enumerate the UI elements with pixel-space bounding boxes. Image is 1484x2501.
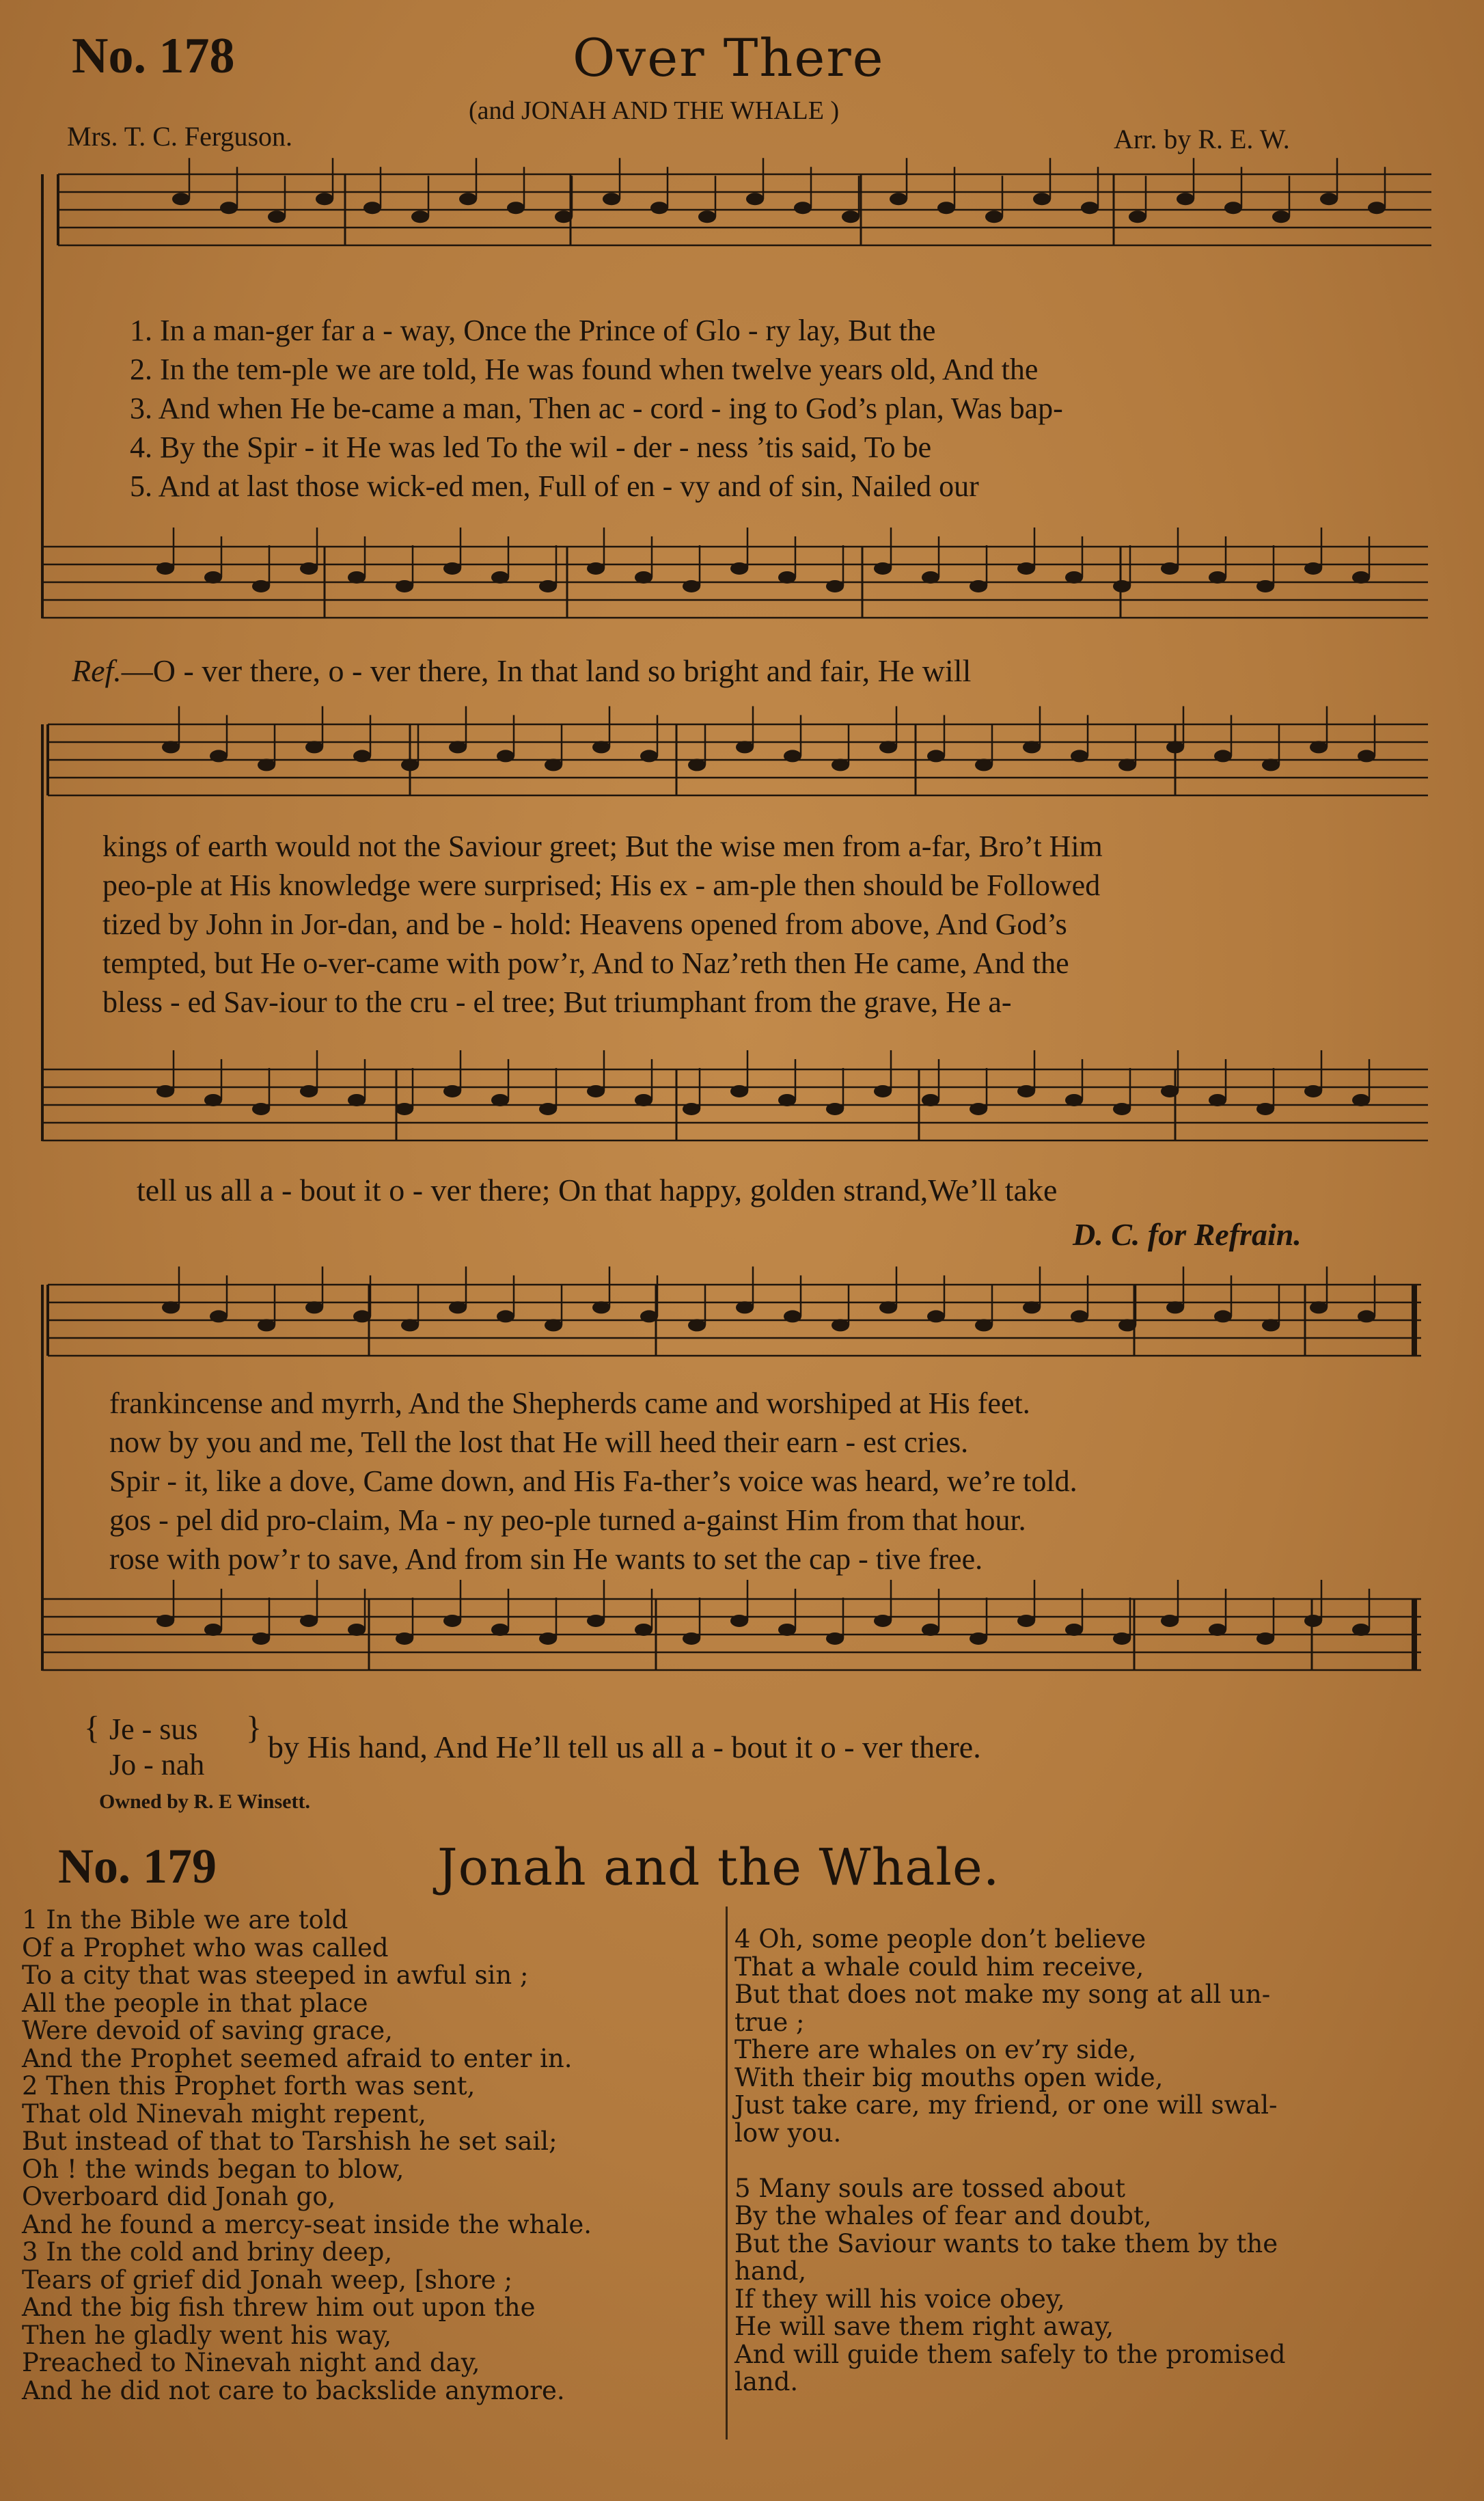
- note-head: [688, 758, 706, 771]
- note-head: [970, 1632, 987, 1645]
- poem-line: Were devoid of saving grace,: [22, 2016, 393, 2045]
- poem-line: [734, 2147, 1286, 2175]
- lyric-line: peo-ple at His knowledge were surprised; His ex - am-ple then should be Followed: [102, 869, 1101, 902]
- note-head: [305, 1301, 323, 1313]
- hymn-subtitle: (and JONAH AND THE WHALE ): [469, 96, 840, 125]
- note-head: [879, 1301, 897, 1313]
- refrain-text: —O - ver there, o - ver there, In that land so bright and fair, He will: [121, 653, 972, 688]
- note-head: [683, 580, 700, 592]
- poem-line: With their big mouths open wide,: [734, 2062, 1164, 2092]
- note-head: [874, 1085, 892, 1097]
- note-head: [1368, 202, 1386, 214]
- note-head: [1065, 1624, 1083, 1636]
- note-head: [1113, 580, 1131, 592]
- poem-line: And he did not care to backslide anymore.: [22, 2375, 565, 2405]
- poem-line: 1 In the Bible we are told: [22, 1905, 348, 1935]
- note-head: [545, 758, 562, 771]
- note-head: [1113, 1103, 1131, 1115]
- note-head: [491, 1624, 509, 1636]
- note-head: [927, 1310, 945, 1322]
- hymn-title: Over There: [573, 27, 885, 88]
- note-head: [1129, 210, 1146, 223]
- note-head: [778, 1624, 796, 1636]
- note-head: [746, 193, 764, 205]
- note-head: [635, 1624, 652, 1636]
- note-head: [640, 750, 658, 762]
- refrain-final-line: by His hand, And He’ll tell us all a - bout it o - ver there.: [268, 1730, 981, 1764]
- note-head: [826, 1632, 844, 1645]
- poem-line: But instead of that to Tarshish he set sail;: [22, 2127, 558, 2156]
- note-head: [1358, 750, 1375, 762]
- note-head: [778, 571, 796, 584]
- note-head: [1071, 750, 1088, 762]
- note-head: [172, 193, 190, 205]
- lyric-line: 1. In a man-ger far a - way, Once the Prince of Glo - ry lay, But the: [130, 314, 936, 347]
- poem-line: If they will his voice obey,: [734, 2284, 1065, 2314]
- name-jonah: Jo - nah: [109, 1748, 205, 1781]
- note-head: [1358, 1310, 1375, 1322]
- note-head: [305, 741, 323, 753]
- note-head: [975, 758, 993, 771]
- note-head: [210, 1310, 228, 1322]
- refrain-line-2: tell us all a - bout it o - ver there; On that happy, golden strand,We’ll take: [137, 1173, 1058, 1207]
- note-head: [396, 1632, 413, 1645]
- note-head: [1118, 758, 1136, 771]
- note-head: [539, 1632, 557, 1645]
- verses-system-1: [130, 311, 1063, 506]
- note-head: [794, 202, 812, 214]
- note-head: [1023, 1301, 1041, 1313]
- note-head: [348, 1094, 366, 1106]
- lyric-line: tempted, but He o-ver-came with pow’r, And to Naz’reth then He came, And the: [102, 946, 1069, 980]
- note-head: [650, 202, 668, 214]
- note-head: [348, 571, 366, 584]
- poem-line: Tears of grief did Jonah weep, [shore ;: [22, 2265, 513, 2295]
- note-head: [396, 580, 413, 592]
- poem-line: Overboard did Jonah go,: [22, 2182, 336, 2211]
- note-head: [459, 193, 477, 205]
- note-head: [491, 1094, 509, 1106]
- lyric-line: bless - ed Sav-iour to the cru - el tree; But triumphant from the grave, He a-: [102, 985, 1012, 1019]
- note-head: [784, 750, 801, 762]
- note-head: [890, 193, 907, 205]
- poem-line: Then he gladly went his way,: [22, 2320, 392, 2350]
- note-head: [162, 1301, 180, 1313]
- note-head: [736, 1301, 754, 1313]
- note-head: [1065, 1094, 1083, 1106]
- poem-line: All the people in that place: [22, 1988, 368, 2018]
- note-head: [1209, 1624, 1226, 1636]
- note-head: [1081, 202, 1099, 214]
- note-head: [730, 1085, 748, 1097]
- hymn-number-2: No. 179: [58, 1839, 217, 1894]
- note-head: [156, 1085, 174, 1097]
- note-head: [587, 1615, 605, 1627]
- note-head: [258, 1319, 275, 1331]
- lyric-line: gos - pel did pro-claim, Ma - ny peo-ple turned a-gainst Him from that hour.: [109, 1503, 1026, 1537]
- note-head: [688, 1319, 706, 1331]
- note-head: [587, 562, 605, 575]
- lyric-line: kings of earth would not the Saviour greet; But the wise men from a-far, Bro’t Him: [102, 830, 1103, 863]
- note-head: [555, 210, 573, 223]
- poem-line: 5 Many souls are tossed about: [734, 2173, 1126, 2203]
- poem-line: And the Prophet seemed afraid to enter in.: [22, 2043, 573, 2073]
- refrain-line-1: [72, 653, 971, 689]
- note-head: [922, 1094, 939, 1106]
- hymn-number: No. 178: [72, 28, 235, 84]
- note-head: [300, 562, 318, 575]
- note-head: [1352, 571, 1370, 584]
- note-head: [497, 750, 514, 762]
- note-head: [1017, 1085, 1035, 1097]
- note-head: [1256, 1103, 1274, 1115]
- note-head: [640, 1310, 658, 1322]
- poem-line: And the big fish threw him out upon the: [22, 2293, 536, 2322]
- note-head: [683, 1103, 700, 1115]
- note-head: [1166, 741, 1184, 753]
- note-head: [832, 758, 849, 771]
- poem-line: Oh ! the winds began to blow,: [22, 2154, 404, 2184]
- note-head: [1224, 202, 1242, 214]
- note-head: [1304, 1615, 1322, 1627]
- note-head: [396, 1103, 413, 1115]
- note-head: [603, 193, 620, 205]
- poem-line: low you.: [734, 2118, 842, 2148]
- note-head: [252, 580, 270, 592]
- note-head: [736, 741, 754, 753]
- poem-line: 4 Oh, some people don’t believe: [734, 1924, 1146, 1954]
- note-head: [252, 1632, 270, 1645]
- note-head: [204, 571, 222, 584]
- note-head: [592, 1301, 610, 1313]
- note-head: [784, 1310, 801, 1322]
- note-head: [730, 562, 748, 575]
- note-head: [156, 1615, 174, 1627]
- poem-line: And will guide them safely to the promised: [734, 2339, 1286, 2369]
- note-head: [268, 210, 286, 223]
- poem-line: hand,: [734, 2256, 807, 2286]
- poem-line: 3 In the cold and briny deep,: [22, 2237, 393, 2267]
- note-head: [1209, 1094, 1226, 1106]
- note-head: [1352, 1094, 1370, 1106]
- note-head: [252, 1103, 270, 1115]
- note-head: [698, 210, 716, 223]
- poem-line: But that does not make my song at all un-: [734, 1980, 1271, 2009]
- column-divider: [726, 1906, 728, 2440]
- note-head: [1262, 758, 1280, 771]
- poem-line: He will save them right away,: [734, 2312, 1114, 2341]
- lyric-line: 3. And when He be-came a man, Then ac - cord - ing to God’s plan, Was bap-: [130, 392, 1063, 425]
- name-jesus: Je - sus: [109, 1712, 198, 1746]
- note-head: [1272, 210, 1290, 223]
- note-head: [220, 202, 238, 214]
- poem-line: But the Saviour wants to take them by the: [734, 2228, 1278, 2258]
- note-head: [970, 580, 987, 592]
- note-head: [730, 1615, 748, 1627]
- note-head: [539, 580, 557, 592]
- note-head: [1214, 750, 1232, 762]
- note-head: [401, 758, 419, 771]
- poem-line: By the whales of fear and doubt,: [734, 2201, 1152, 2230]
- lyric-line: Spir - it, like a dove, Came down, and His Fa-ther’s voice was heard, we’re told.: [109, 1464, 1077, 1498]
- note-head: [1310, 1301, 1328, 1313]
- note-head: [927, 750, 945, 762]
- note-head: [1214, 1310, 1232, 1322]
- note-head: [832, 1319, 849, 1331]
- poem-line: Preached to Ninevah night and day,: [22, 2348, 480, 2377]
- note-head: [1209, 571, 1226, 584]
- note-head: [683, 1632, 700, 1645]
- note-head: [353, 750, 371, 762]
- note-head: [1304, 1085, 1322, 1097]
- note-head: [1017, 1615, 1035, 1627]
- poem-line: That old Ninevah might repent,: [22, 2099, 426, 2129]
- copyright-owner: Owned by R. E Winsett.: [99, 1790, 310, 1813]
- note-head: [443, 1085, 461, 1097]
- refrain-names: [72, 1710, 262, 1783]
- poem-line: Just take care, my friend, or one will swal-: [734, 2090, 1278, 2120]
- note-head: [1161, 1615, 1179, 1627]
- note-head: [491, 571, 509, 584]
- poem-line: That a whale could him receive,: [734, 1952, 1144, 1982]
- note-head: [1023, 741, 1041, 753]
- poem-line: And he found a mercy-seat inside the whale.: [22, 2209, 592, 2239]
- note-head: [258, 758, 275, 771]
- poem-line: 2 Then this Prophet forth was sent,: [22, 2071, 476, 2101]
- note-head: [1320, 193, 1338, 205]
- note-head: [497, 1310, 514, 1322]
- note-head: [300, 1615, 318, 1627]
- note-head: [826, 580, 844, 592]
- lyric-line: rose with pow’r to save, And from sin He wants to set the cap - tive free.: [109, 1542, 983, 1576]
- note-head: [443, 1615, 461, 1627]
- poem-right-column: [734, 1926, 1286, 2396]
- note-head: [1352, 1624, 1370, 1636]
- note-head: [975, 1319, 993, 1331]
- note-head: [1161, 1085, 1179, 1097]
- note-head: [1256, 580, 1274, 592]
- note-head: [210, 750, 228, 762]
- note-head: [401, 1319, 419, 1331]
- note-head: [411, 210, 429, 223]
- note-head: [1304, 562, 1322, 575]
- note-head: [1177, 193, 1194, 205]
- lyric-line: tized by John in Jor-dan, and be - hold: Heavens opened from above, And God’s: [102, 907, 1067, 941]
- note-head: [1113, 1632, 1131, 1645]
- note-head: [826, 1103, 844, 1115]
- note-head: [587, 1085, 605, 1097]
- poem-line: true ;: [734, 2007, 805, 2037]
- poem-line: There are whales on ev’ry side,: [734, 2035, 1137, 2064]
- hymn-title-2: Jonah and the Whale.: [437, 1838, 1000, 1897]
- note-head: [1017, 562, 1035, 575]
- poem-line: To a city that was steeped in awful sin ;: [22, 1960, 529, 1990]
- arranger-credit: Arr. by R. E. W.: [1114, 124, 1290, 154]
- brace-open: {: [84, 1710, 100, 1746]
- note-head: [1256, 1632, 1274, 1645]
- note-head: [1033, 193, 1051, 205]
- note-head: [1065, 571, 1083, 584]
- note-head: [635, 1094, 652, 1106]
- note-head: [449, 741, 467, 753]
- note-head: [937, 202, 955, 214]
- author-credit: Mrs. T. C. Ferguson.: [67, 121, 293, 152]
- note-head: [507, 202, 525, 214]
- note-head: [1118, 1319, 1136, 1331]
- verses-system-3: [109, 1384, 1077, 1578]
- verses-system-2: [102, 827, 1103, 1022]
- note-head: [363, 202, 381, 214]
- note-head: [353, 1310, 371, 1322]
- note-head: [545, 1319, 562, 1331]
- note-head: [592, 741, 610, 753]
- note-head: [539, 1103, 557, 1115]
- lyric-line: now by you and me, Tell the lost that He will heed their earn - est cries.: [109, 1425, 969, 1459]
- note-head: [874, 1615, 892, 1627]
- note-head: [842, 210, 860, 223]
- note-head: [316, 193, 333, 205]
- note-head: [1166, 1301, 1184, 1313]
- note-head: [449, 1301, 467, 1313]
- note-head: [348, 1624, 366, 1636]
- note-head: [879, 741, 897, 753]
- poem-left-column: [22, 1906, 592, 2405]
- note-head: [156, 562, 174, 575]
- lyric-line: 2. In the tem-ple we are told, He was found when twelve years old, And the: [130, 353, 1039, 386]
- note-head: [970, 1103, 987, 1115]
- note-head: [922, 1624, 939, 1636]
- note-head: [1310, 741, 1328, 753]
- note-head: [204, 1094, 222, 1106]
- note-head: [985, 210, 1003, 223]
- note-head: [635, 571, 652, 584]
- poem-line: Of a Prophet who was called: [22, 1932, 389, 1963]
- note-head: [874, 562, 892, 575]
- lyric-line: 4. By the Spir - it He was led To the wil - der - ness ’tis said, To be: [130, 430, 932, 464]
- lyric-line: frankincense and myrrh, And the Shepherds came and worshiped at His feet.: [109, 1386, 1030, 1420]
- brace-close: }: [246, 1710, 262, 1746]
- note-head: [1262, 1319, 1280, 1331]
- note-head: [778, 1094, 796, 1106]
- note-head: [162, 741, 180, 753]
- note-head: [1071, 1310, 1088, 1322]
- note-head: [922, 571, 939, 584]
- note-head: [300, 1085, 318, 1097]
- da-capo-instruction: D. C. for Refrain.: [1073, 1217, 1302, 1252]
- refrain-label: Ref.: [72, 653, 122, 688]
- note-head: [1161, 562, 1179, 575]
- lyric-line: 5. And at last those wick-ed men, Full of en - vy and of sin, Nailed our: [130, 469, 979, 503]
- note-head: [443, 562, 461, 575]
- note-head: [204, 1624, 222, 1636]
- poem-line: land.: [734, 2367, 799, 2396]
